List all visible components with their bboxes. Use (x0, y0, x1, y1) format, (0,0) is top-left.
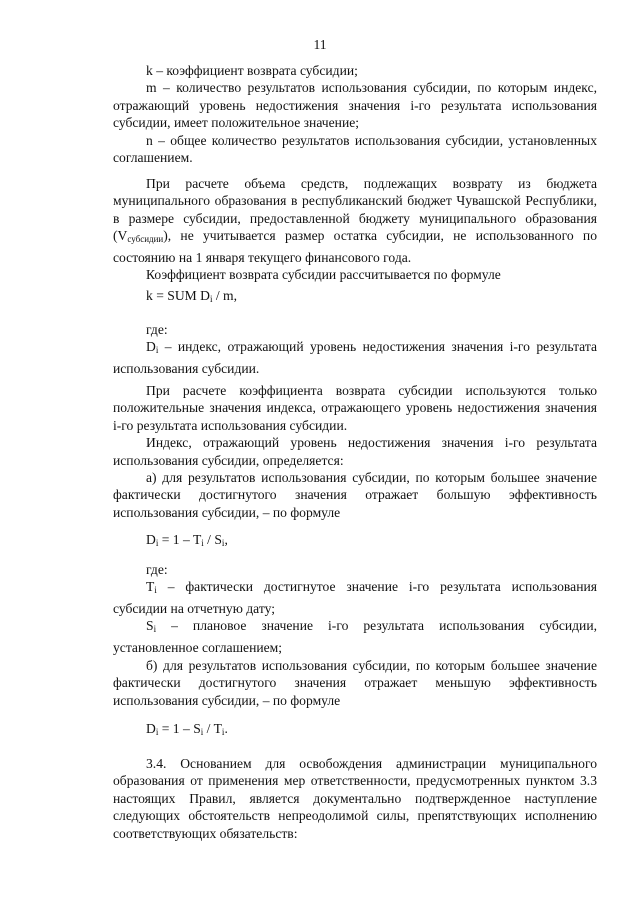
case-b-section (113, 657, 597, 709)
def-m: m – количество результатов использования субсидии, по которым индекс, отражающий уровень недостижения значения i-го результата использования субсидии, имеет положительное значение; (113, 80, 597, 131)
definitions-k-m-n (113, 62, 597, 166)
def-si: $S_i$ – плановое значение i-го результата использования субсидии, установленное соглашением; (113, 618, 597, 655)
def-n: n – общее количество результатов использования субсидии, установленных соглашением. (113, 132, 597, 166)
index-determined-paragraph: Индекс, отражающий уровень недостижения значения i-го результата использования субсидии, определяется: (113, 435, 597, 468)
def-k: k – коэффициент возврата субсидии; (146, 63, 358, 78)
clause-3-4-section (113, 755, 597, 842)
definition-di (113, 321, 597, 377)
where-label-1: где: (146, 322, 168, 337)
return-calculation-section (113, 175, 597, 283)
case-b-paragraph: б) для результатов использования субсидии, по которым большее значение фактически достигнутого значения отражает меньшую эффективность использования субсидии, – по формуле (113, 658, 597, 708)
index-section (113, 382, 597, 521)
formula-di-b: $D_i = 1 - S_i / T_i$. (146, 721, 228, 737)
coefficient-intro: Коэффициент возврата субсидии рассчитывается по формуле (146, 267, 501, 283)
case-a-paragraph: а) для результатов использования субсидии, по которым большее значение фактически достигнутого значения отражает большую эффективность использования субсидии, – по формуле (113, 470, 597, 520)
return-volume-paragraph: При расчете объема средств, подлежащих возврату из бюджета муниципального образования в республиканский бюджет Чувашской Республики, в размере субсидии, предоставленной бюджету муниципального образования $(V_{субсидии})$, не учитывается размер остатка субсидии, не использованного по состоянию на 1 января текущего финансового года. (113, 176, 597, 265)
where-label-2: где: (146, 562, 168, 577)
definitions-ti-si (113, 561, 597, 656)
page-number: 11 (313, 37, 327, 52)
def-di: $D_i$ – индекс, отражающий уровень недостижения значения i-го результата использования субсидии. (113, 339, 597, 376)
formula-k: k = SUM $D_i$ / m, (146, 288, 238, 304)
positive-values-paragraph: При расчете коэффициента возврата субсидии используются только положительные значения индекса, отражающего уровень недостижения значения i-го результата использования субсидии. (113, 383, 597, 433)
formula-di-a: $D_i = 1 - T_i / S_i$, (146, 532, 228, 548)
clause-3-4-paragraph: 3.4. Основанием для освобождения администрации муниципального образования от применения мер ответственности, предусмотренных пунктом 3.3 настоящих Правил, является документально подтвержденное наступление следующих обстоятельств непреодолимой силы, препятствующих исполнению соответствующих обязательств: (113, 756, 597, 841)
def-ti: $T_i$ – фактически достигнутое значение i-го результата использования субсидии на отчетную дату; (113, 579, 597, 616)
